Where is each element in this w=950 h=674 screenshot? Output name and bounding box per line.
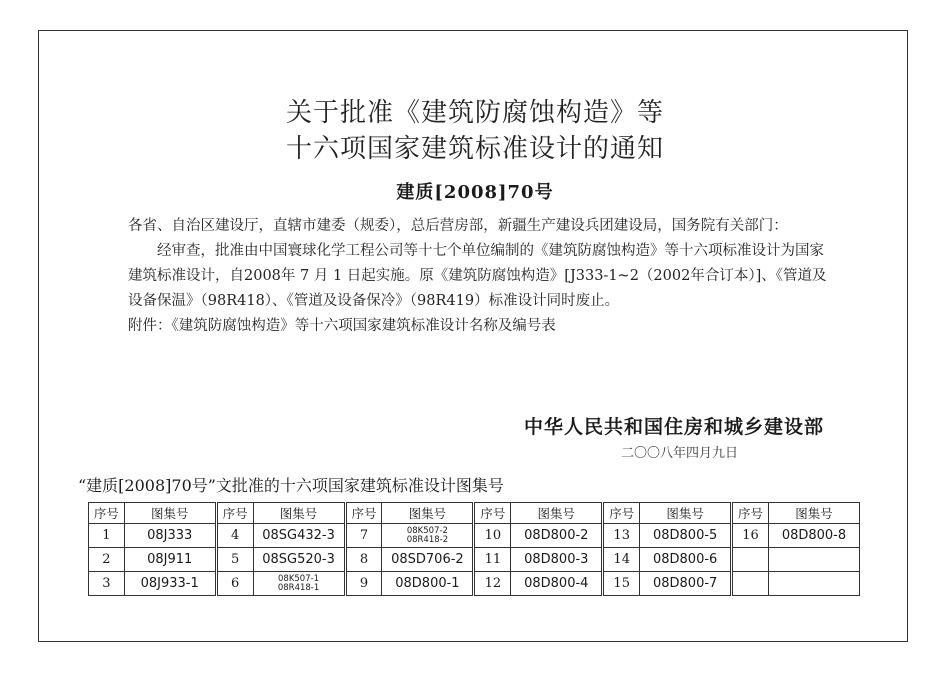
code-cell: 08D800-5 — [640, 524, 732, 548]
header-code: 图集号 — [640, 503, 732, 524]
notice-body — [128, 214, 834, 339]
seq-cell: 8 — [345, 548, 382, 572]
seq-cell: 5 — [216, 548, 253, 572]
approval-paragraph: 经审查，批准由中国寰球化学工程公司等十七个单位编制的《建筑防腐蚀构造》等十六项标准设计为国家建筑标准设计，自2008年 7 月 1 日起实施。原《建筑防腐蚀构造》[J333-1~2（2002年合订本）]、《管道及设备保温》（98R418）、《管道及设备保冷》（98R419）标准设计同时废止。 — [128, 243, 827, 309]
header-seq: 序号 — [89, 503, 125, 524]
header-code: 图集号 — [382, 503, 474, 524]
header-seq: 序号 — [474, 503, 511, 524]
table-caption: “建质[2008]70号”文批准的十六项国家建筑标准设计图集号 — [78, 476, 504, 495]
table-row — [89, 572, 860, 596]
issue-date: 二〇〇八年四月九日 — [620, 446, 738, 461]
header-code: 图集号 — [768, 503, 859, 524]
code-line-a: 08K507-2 — [406, 525, 448, 536]
attachment-paragraph: 附件：《建筑防腐蚀构造》等十六项国家建筑标准设计名称及编号表 — [128, 318, 556, 334]
seq-cell: 15 — [603, 572, 640, 596]
seq-cell: 11 — [474, 548, 511, 572]
header-seq: 序号 — [732, 503, 769, 524]
header-seq: 序号 — [345, 503, 382, 524]
seq-cell: 10 — [474, 524, 511, 548]
code-cell: 08D800-6 — [640, 548, 732, 572]
table-row — [89, 548, 860, 572]
code-line-b: 08R418-1 — [277, 582, 320, 593]
code-cell: 08SG432-3 — [253, 524, 345, 548]
table-row — [89, 524, 860, 548]
code-cell: 08D800-8 — [768, 524, 859, 548]
notice-title-line-2: 十六项国家建筑标准设计的通知 — [285, 134, 664, 164]
code-cell: 08D800-1 — [382, 572, 474, 596]
code-cell: 08SD706-2 — [382, 548, 474, 572]
code-line-a: 08K507-1 — [278, 573, 320, 584]
seq-cell: 7 — [345, 524, 382, 548]
code-cell: 08D800-2 — [511, 524, 603, 548]
code-cell: 08SG520-3 — [253, 548, 345, 572]
atlas-number-table — [88, 502, 860, 596]
code-cell: 08J933-1 — [124, 572, 216, 596]
code-cell-double — [253, 572, 345, 596]
issuing-authority: 中华人民共和国住房和城乡建设部 — [523, 416, 824, 438]
seq-cell: 12 — [474, 572, 511, 596]
code-line-b: 08R418-2 — [406, 534, 449, 545]
seq-cell — [732, 548, 769, 572]
code-cell: 08D800-4 — [511, 572, 603, 596]
table-header-row — [89, 503, 860, 524]
code-cell — [768, 572, 859, 596]
seq-cell: 14 — [603, 548, 640, 572]
seq-cell: 3 — [89, 572, 125, 596]
seq-cell: 9 — [345, 572, 382, 596]
code-cell: 08D800-3 — [511, 548, 603, 572]
seq-cell: 2 — [89, 548, 125, 572]
seq-cell — [732, 572, 769, 596]
notice-title-line-1: 关于批准《建筑防腐蚀构造》等 — [285, 98, 664, 128]
document-number: 建质[2008]70号 — [396, 182, 554, 203]
code-cell: 08D800-7 — [640, 572, 732, 596]
addressee-paragraph: 各省、自治区建设厅，直辖市建委（规委），总后营房部，新疆生产建设兵团建设局，国务院有关部门： — [128, 218, 788, 234]
header-seq: 序号 — [216, 503, 253, 524]
seq-cell: 1 — [89, 524, 125, 548]
header-seq: 序号 — [603, 503, 640, 524]
seq-cell: 16 — [732, 524, 769, 548]
code-cell: 08J911 — [124, 548, 216, 572]
code-cell-double — [382, 524, 474, 548]
code-cell — [768, 548, 859, 572]
seq-cell: 4 — [216, 524, 253, 548]
header-code: 图集号 — [253, 503, 345, 524]
header-code: 图集号 — [511, 503, 603, 524]
seq-cell: 13 — [603, 524, 640, 548]
code-cell: 08J333 — [124, 524, 216, 548]
seq-cell: 6 — [216, 572, 253, 596]
header-code: 图集号 — [124, 503, 216, 524]
